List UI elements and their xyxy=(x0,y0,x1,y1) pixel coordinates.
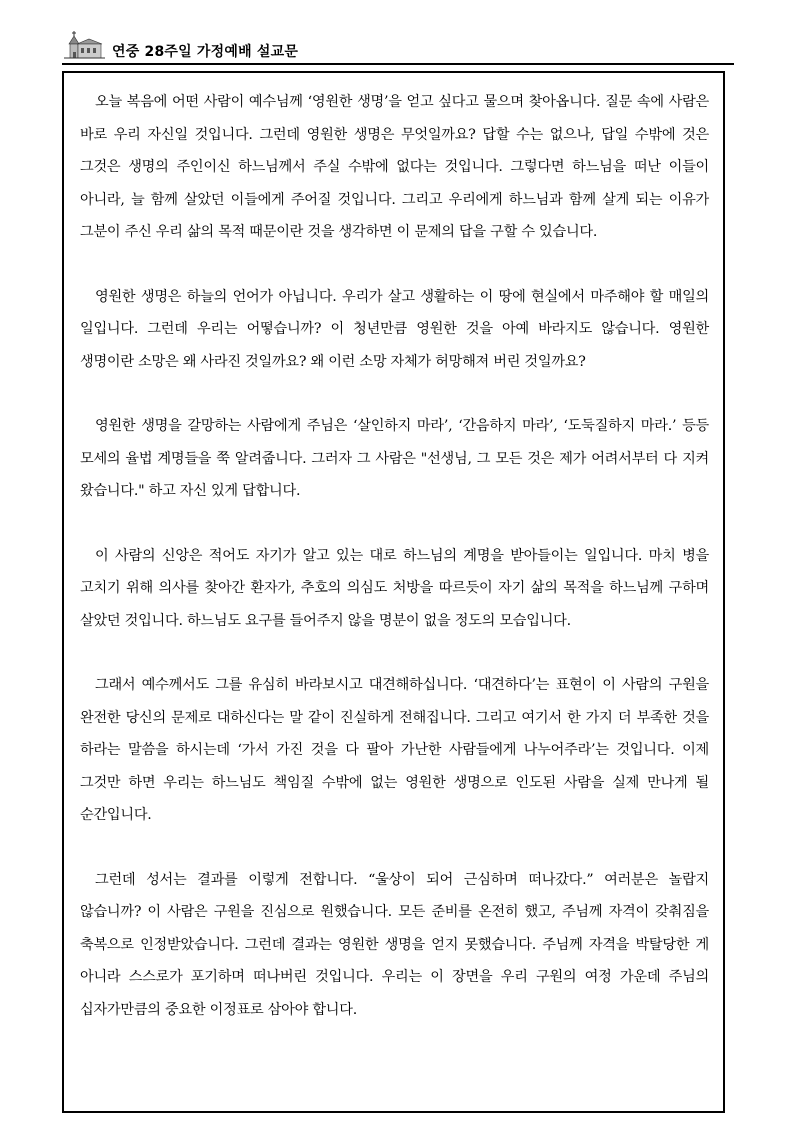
sermon-paragraph-6: 그런데 성서는 결과를 이렇게 전합니다. “울상이 되어 근심하며 떠나갔다.” 여러분은 놀랍지 않습니까? 이 사람은 구원을 진심으로 원했습니다. 모든 준비를 온전히 했고, 주님께 자격이 갖춰짐을 축복으로 인정받았습니다. 그런데 결과는 영원한 생명을 얻지 못했습니다. 주님께 자격을 박탈당한 게 아니라 스스로가 포기하며 떠나버린 것입니다. 우리는 이 장면을 우리 구원의 여정 가운데 주님의 십자가만큼의 중요한 이정표로 삼아야 합니다. xyxy=(80,871,709,1018)
sermon-paragraph-2: 영원한 생명은 하늘의 언어가 아닙니다. 우리가 살고 생활하는 이 땅에 현실에서 마주해야 할 매일의 일입니다. 그런데 우리는 어떻습니까? 이 청년만큼 영원한 것을 아예 바라지도 않습니다. 영원한 생명이란 소망은 왜 사라진 것일까요? 왜 이런 소망 자체가 허망해져 버린 것일까요? xyxy=(80,288,709,370)
church-icon xyxy=(62,30,106,60)
sermon-paragraph-4: 이 사람의 신앙은 적어도 자기가 알고 있는 대로 하느님의 계명을 받아들이는 일입니다. 마치 병을 고치기 위해 의사를 찾아간 환자가, 추호의 의심도 처방을 따르듯이 자기 삶의 목적을 하느님께 구하며 살았던 것입니다. 하느님도 요구를 들어주지 않을 명분이 없을 정도의 모습입니다. xyxy=(80,547,709,629)
sermon-paragraph-1: 오늘 복음에 어떤 사람이 예수님께 ‘영원한 생명’을 얻고 싶다고 물으며 찾아옵니다. 질문 속에 사람은 바로 우리 자신일 것입니다. 그런데 영원한 생명은 무엇일까요? 답할 수는 없으나, 답일 수밖에 것은 그것은 생명의 주인이신 하느님께서 주실 수밖에 없다는 것입니다. 그렇다면 하느님을 떠난 이들이 아니라, 늘 함께 살았던 이들에게 주어질 것입니다. 그리고 우리에게 하느님과 함께 살게 되는 이유가 그분이 주신 우리 삶의 목적 때문이란 것을 생각하면 이 문제의 답을 구할 수 있습니다. xyxy=(80,94,709,240)
sermon-paragraph-3: 영원한 생명을 갈망하는 사람에게 주님은 ‘살인하지 마라’, ‘간음하지 마라’, ‘도둑질하지 마라.’ 등등 모세의 율법 계명들을 쭉 알려줍니다. 그러자 그 사람은 "선생님, 그 모든 것은 제가 어려서부터 다 지켜 왔습니다." 하고 자신 있게 답합니다. xyxy=(80,418,709,499)
sermon-body xyxy=(80,86,709,1058)
sermon-box xyxy=(62,71,725,1113)
sermon-paragraph-5: 그래서 예수께서도 그를 유심히 바라보시고 대견해하십니다. ‘대견하다’는 표현이 이 사람의 구원을 완전한 당신의 문제로 대하신다는 말 같이 진실하게 전해집니다. 그리고 여기서 한 가지 더 부족한 것을 하라는 말씀을 하시는데 ‘가서 가진 것을 다 팔아 가난한 사람들에게 나누어주라’는 것입니다. 이제 그것만 하면 우리는 하느님도 책임질 수밖에 없는 영원한 생명으로 인도된 사람을 실제 만나게 될 순간입니다. xyxy=(80,677,709,823)
page-title: 연중 28주일 가정예배 설교문 xyxy=(112,44,299,60)
page-header xyxy=(62,30,734,60)
header-divider xyxy=(62,63,734,65)
